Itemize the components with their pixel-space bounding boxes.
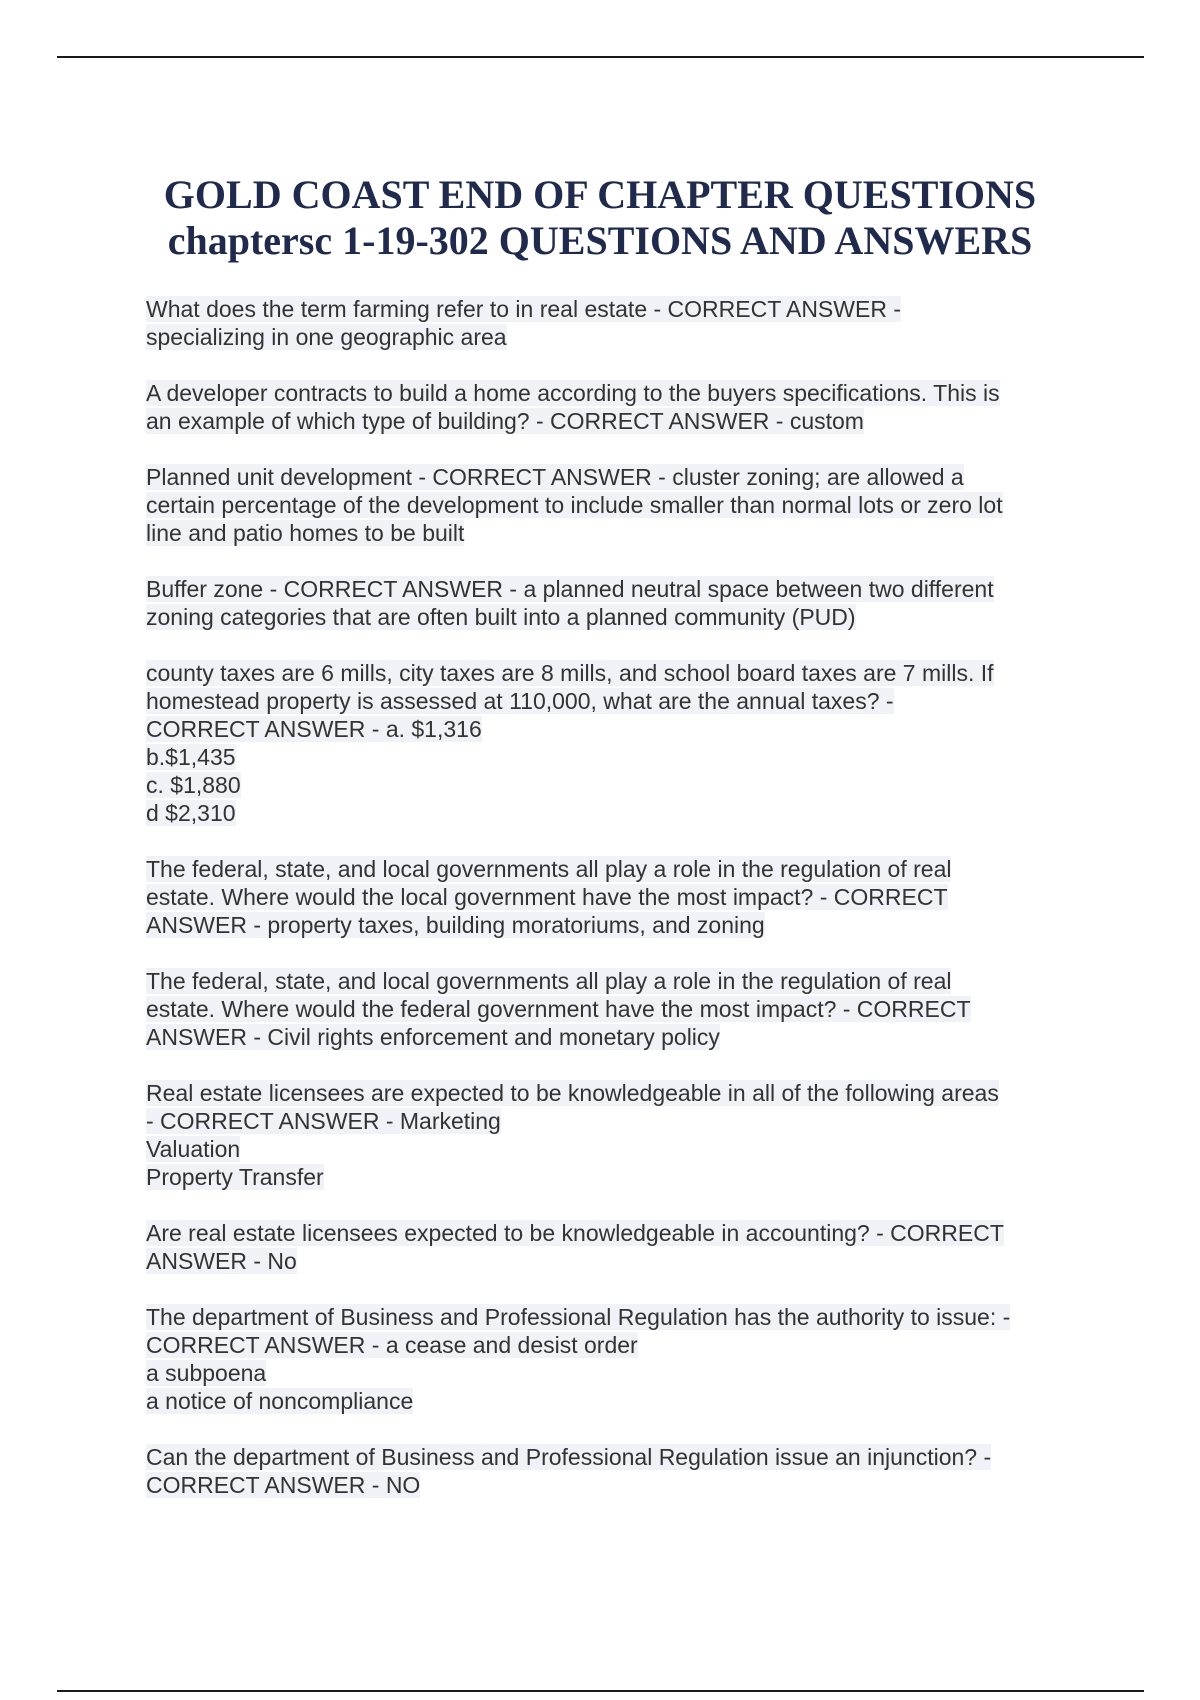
qa-line	[146, 407, 1066, 435]
qa-line	[146, 715, 1066, 743]
qa-line-text: Planned unit development - CORRECT ANSWER - cluster zoning; are allowed a	[146, 464, 964, 490]
qa-line-text: d $2,310	[146, 800, 236, 826]
qa-line	[146, 659, 1066, 687]
qa-line	[146, 911, 1066, 939]
qa-line-text: What does the term farming refer to in real estate - CORRECT ANSWER -	[146, 296, 901, 322]
qa-line	[146, 1471, 1066, 1499]
qa-line-text: ANSWER - Civil rights enforcement and monetary policy	[146, 1024, 720, 1050]
qa-line	[146, 799, 1066, 827]
qa-line-text: CORRECT ANSWER - a. $1,316	[146, 716, 482, 742]
qa-line	[146, 1247, 1066, 1275]
qa-line-text: The federal, state, and local governments all play a role in the regulation of real	[146, 856, 952, 882]
qa-line	[146, 1443, 1066, 1471]
qa-line-text: c. $1,880	[146, 772, 241, 798]
top-rule	[57, 56, 1144, 58]
qa-line-text: Buffer zone - CORRECT ANSWER - a planned neutral space between two different	[146, 576, 994, 602]
qa-line-text: CORRECT ANSWER - NO	[146, 1472, 421, 1498]
qa-line-text: a subpoena	[146, 1360, 267, 1386]
qa-line	[146, 1079, 1066, 1107]
qa-line-text: - CORRECT ANSWER - Marketing	[146, 1108, 501, 1134]
qa-line-text: certain percentage of the development to include smaller than normal lots or zero lot	[146, 492, 1003, 518]
qa-line	[146, 603, 1066, 631]
qa-item	[146, 659, 1066, 827]
qa-line-text: county taxes are 6 mills, city taxes are 8 mills, and school board taxes are 7 mills. If	[146, 660, 994, 686]
qa-line	[146, 771, 1066, 799]
qa-line	[146, 1303, 1066, 1331]
title-line-1: GOLD COAST END OF CHAPTER QUESTIONS	[163, 172, 1037, 217]
bottom-rule	[57, 1690, 1144, 1692]
qa-line-text: an example of which type of building? - CORRECT ANSWER - custom	[146, 408, 864, 434]
qa-line	[146, 1387, 1066, 1415]
qa-line	[146, 883, 1066, 911]
qa-line-text: estate. Where would the local government have the most impact? - CORRECT	[146, 884, 948, 910]
qa-line	[146, 295, 1066, 323]
qa-line	[146, 1135, 1066, 1163]
qa-item	[146, 967, 1066, 1051]
qa-item	[146, 575, 1066, 631]
qa-line	[146, 1331, 1066, 1359]
qa-line	[146, 1219, 1066, 1247]
qa-line	[146, 1359, 1066, 1387]
qa-line-text: ANSWER - No	[146, 1248, 297, 1274]
qa-item	[146, 463, 1066, 547]
qa-line-text: Real estate licensees are expected to be knowledgeable in all of the following areas	[146, 1080, 999, 1106]
qa-line	[146, 1107, 1066, 1135]
qa-item	[146, 855, 1066, 939]
qa-line	[146, 743, 1066, 771]
qa-line-text: A developer contracts to build a home according to the buyers specifications. This is	[146, 380, 1000, 406]
qa-line-text: The department of Business and Professional Regulation has the authority to issue: -	[146, 1304, 1011, 1330]
qa-line-text: The federal, state, and local governments all play a role in the regulation of real	[146, 968, 952, 994]
qa-line-text: b.$1,435	[146, 744, 236, 770]
qa-item	[146, 1303, 1066, 1415]
qa-line	[146, 491, 1066, 519]
qa-line	[146, 379, 1066, 407]
page-title	[60, 172, 1140, 264]
qa-line-text: Valuation	[146, 1136, 241, 1162]
qa-item	[146, 1219, 1066, 1275]
qa-line	[146, 575, 1066, 603]
qa-line	[146, 967, 1066, 995]
qa-item	[146, 379, 1066, 435]
qa-line-text: line and patio homes to be built	[146, 520, 465, 546]
qa-line	[146, 463, 1066, 491]
qa-item	[146, 295, 1066, 351]
qa-line-text: homestead property is assessed at 110,000, what are the annual taxes? -	[146, 688, 894, 714]
qa-line-text: Can the department of Business and Professional Regulation issue an injunction? -	[146, 1444, 992, 1470]
qa-list	[146, 295, 1066, 1527]
qa-line	[146, 995, 1066, 1023]
qa-line	[146, 519, 1066, 547]
qa-line	[146, 1023, 1066, 1051]
qa-line-text: zoning categories that are often built into a planned community (PUD)	[146, 604, 856, 630]
qa-line-text: specializing in one geographic area	[146, 324, 507, 350]
qa-line-text: ANSWER - property taxes, building moratoriums, and zoning	[146, 912, 765, 938]
qa-line	[146, 855, 1066, 883]
qa-item	[146, 1079, 1066, 1191]
qa-line-text: Are real estate licensees expected to be knowledgeable in accounting? - CORRECT	[146, 1220, 1004, 1246]
qa-line-text: a notice of noncompliance	[146, 1388, 414, 1414]
qa-line	[146, 687, 1066, 715]
qa-line-text: Property Transfer	[146, 1164, 324, 1190]
qa-item	[146, 1443, 1066, 1499]
qa-line	[146, 323, 1066, 351]
qa-line-text: estate. Where would the federal government have the most impact? - CORRECT	[146, 996, 971, 1022]
qa-line-text: CORRECT ANSWER - a cease and desist order	[146, 1332, 638, 1358]
title-line-2: chaptersc 1-19-302 QUESTIONS AND ANSWERS	[167, 218, 1033, 263]
qa-line	[146, 1163, 1066, 1191]
